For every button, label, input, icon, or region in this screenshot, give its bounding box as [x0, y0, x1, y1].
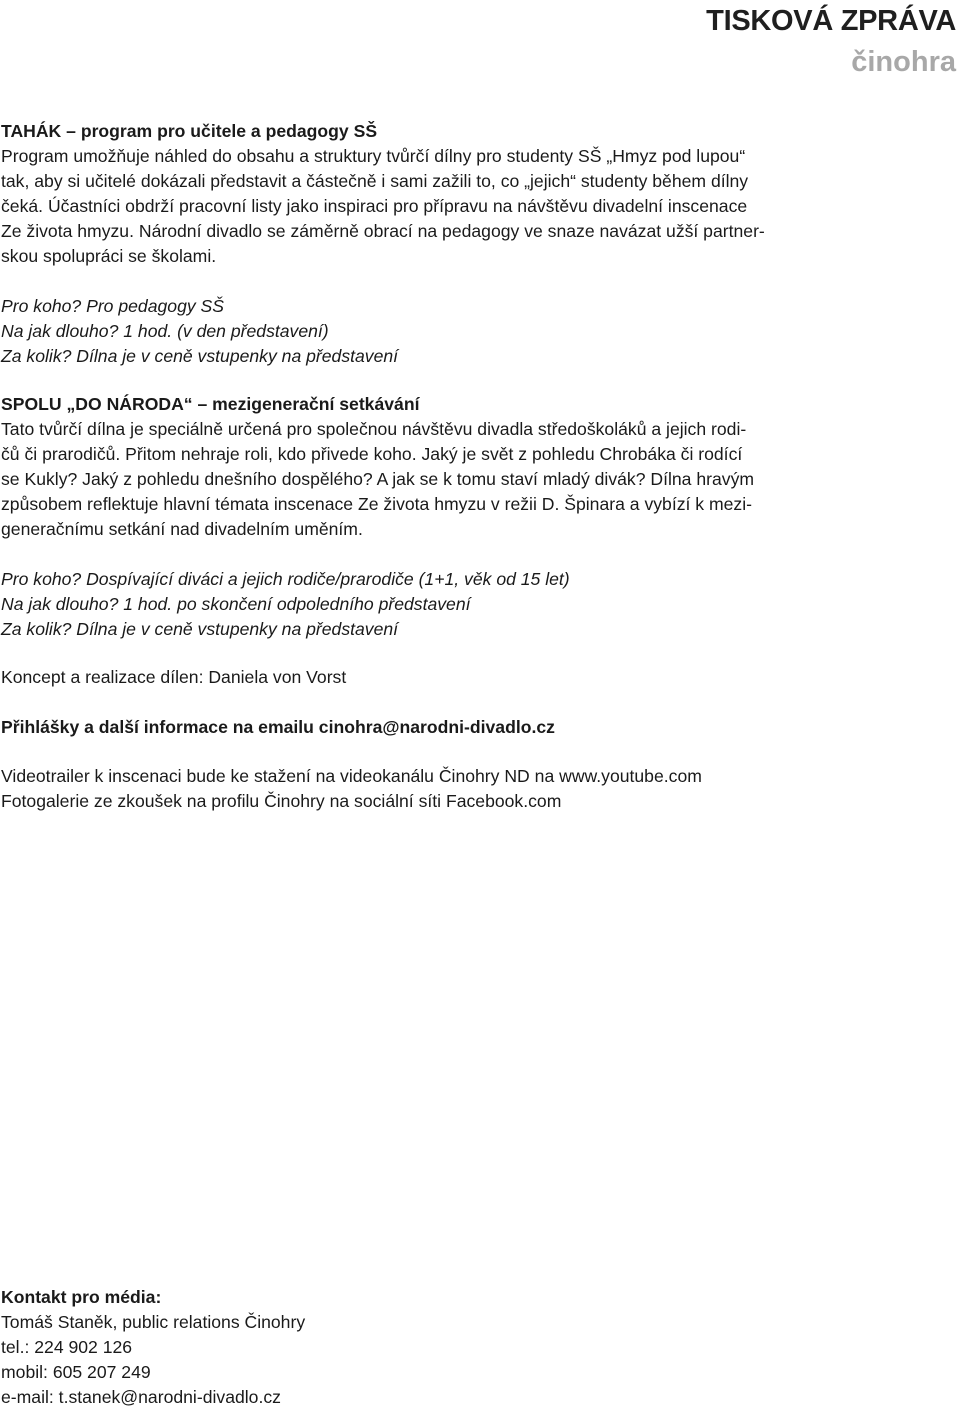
info-price: Za kolik? Dílna je v ceně vstupenky na představení [1, 619, 399, 639]
info-duration: Na jak dlouho? 1 hod. po skončení odpoledního představení [1, 594, 471, 614]
section-heading: TAHÁK – program pro učitele a pedagogy SŠ [1, 121, 378, 141]
media-contact [1, 1285, 881, 1410]
paragraph-line: způsobem reflektuje hlavní témata inscenace Ze života hmyzu v režii D. Špinara a vybízí k mezi- [1, 494, 752, 514]
paragraph-line: tak, aby si učitelé dokázali představit a částečně i sami zažili to, co „jejich“ studenty během dílny [1, 171, 749, 191]
section-spolu [1, 392, 881, 642]
paragraph-line: Program umožňuje náhled do obsahu a struktury tvůrčí dílny pro studenty SŠ „Hmyz pod lupou“ [1, 146, 746, 166]
section-heading: SPOLU „DO NÁRODA“ – mezigenerační setkávání [1, 394, 420, 414]
applications-text: Přihlášky a další informace na emailu cinohra@narodni-divadlo.cz [1, 717, 555, 737]
paragraph-line: čeká. Účastníci obdrží pracovní listy jako inspiraci pro přípravu na návštěvu divadelní inscenace [1, 196, 748, 216]
concept-credit [1, 665, 881, 690]
info-audience: Pro koho? Dospívající diváci a jejich rodiče/prarodiče (1+1, věk od 15 let) [1, 569, 570, 589]
contact-name: Tomáš Staněk, public relations Činohry [1, 1312, 306, 1332]
applications-note [1, 715, 881, 740]
paragraph-line: se Kukly? Jaký z pohledu dnešního dospělého? A jak se k tomu staví mladý divák? Dílna hravým [1, 469, 755, 489]
contact-heading: Kontakt pro média: [1, 1287, 162, 1307]
paragraph-line: skou spolupráci se školami. [1, 246, 217, 266]
contact-phone: tel.: 224 902 126 [1, 1337, 133, 1357]
concept-text: Koncept a realizace dílen: Daniela von Vorst [1, 667, 347, 687]
contact-email: e-mail: t.stanek@narodni-divadlo.cz [1, 1387, 281, 1407]
photogallery-line: Fotogalerie ze zkoušek na profilu Činohry na sociální síti Facebook.com [1, 791, 562, 811]
paragraph-line: Tato tvůrčí dílna je speciálně určená pro společnou návštěvu divadla středoškoláků a jejich rodi- [1, 419, 747, 439]
info-duration: Na jak dlouho? 1 hod. (v den představení) [1, 321, 329, 341]
videotrailer-line: Videotrailer k inscenaci bude ke stažení na videokanálu Činohry ND na www.youtube.com [1, 766, 702, 786]
contact-mobile: mobil: 605 207 249 [1, 1362, 151, 1382]
paragraph-line: čů či prarodičů. Přitom nehraje roli, kdo přivede koho. Jaký je svět z pohledu Chrobáka či rodící [1, 444, 743, 464]
media-links [1, 764, 881, 814]
info-audience: Pro koho? Pro pedagogy SŠ [1, 296, 225, 316]
department-subtitle: činohra [851, 46, 956, 78]
paragraph-line: generačnímu setkání nad divadelním uměním. [1, 519, 363, 539]
document-title: TISKOVÁ ZPRÁVA [706, 5, 956, 37]
section-tahak [1, 119, 881, 369]
paragraph-line: Ze života hmyzu. Národní divadlo se záměrně obrací na pedagogy ve snaze navázat užší partner- [1, 221, 765, 241]
press-release-header [706, 2, 956, 84]
info-price: Za kolik? Dílna je v ceně vstupenky na představení [1, 346, 399, 366]
